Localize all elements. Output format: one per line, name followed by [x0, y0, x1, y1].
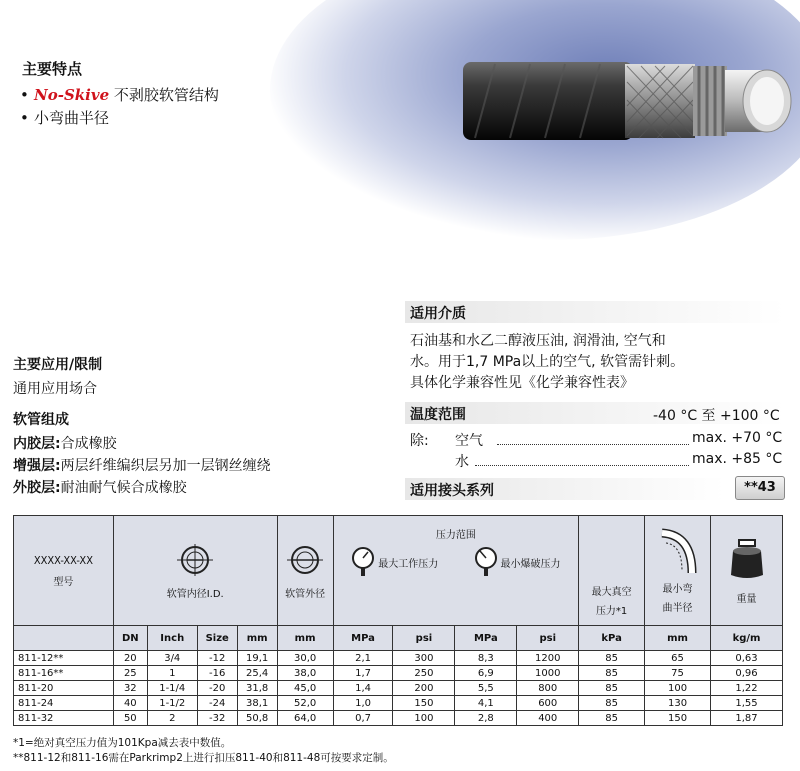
table-row: 811-12** 20 3/4 -12 19,1 30,0 2,1 300 8,3 1200 85 65 0,63: [14, 651, 783, 666]
bend-radius-icon: [658, 527, 698, 577]
media-text: 石油基和水乙二醇液压油, 润滑油, 空气和 水。用于1,7 MPa以上的空气, 软管需针刺。 具体化学兼容性见《化学兼容性表》: [410, 333, 685, 391]
fittings-title: 适用接头系列: [410, 483, 494, 499]
inner-diameter-icon: [175, 542, 215, 578]
table-header-row: XXXX-XX-XX 型号 软管内径I.D. 软管外径 压力范围 最大工作压力 最小爆破压力 最大真空 压力*1 最小弯 曲半径 重量: [14, 516, 783, 626]
brand-noskive: No-Skive: [34, 86, 110, 104]
table-row: 811-24 40 1-1/2 -24 38,1 52,0 1,0 150 4,1 600 85 130 1,55: [14, 696, 783, 711]
inner-diameter-header: 软管内径I.D.: [166, 588, 224, 600]
air-dot-leader: [497, 444, 689, 445]
water-dot-leader: [475, 465, 689, 466]
fitting-series-badge: **43: [735, 476, 785, 500]
air-value: max. +70 °C: [692, 430, 783, 446]
feature-item: • 小弯曲半径: [20, 109, 110, 127]
reinforcement-layer: 增强层:两层纤维编织层另加一层钢丝缠绕: [13, 458, 271, 474]
application-text: 通用应用场合: [13, 381, 97, 397]
max-working-pressure-header: 最大工作压力: [351, 547, 438, 577]
min-bend-radius-header: 最小弯: [662, 584, 693, 595]
features-title: 主要特点: [22, 60, 83, 78]
table-row: 811-20 32 1-1/4 -20 31,8 45,0 1,4 200 5,5 800 85 100 1,22: [14, 681, 783, 696]
temperature-range: -40 °C 至 +100 °C: [653, 408, 780, 424]
weight-icon: [727, 537, 767, 581]
weight-header: 重量: [736, 593, 757, 605]
water-label: 水: [455, 454, 469, 470]
outer-diameter-header: 软管外径: [285, 588, 326, 600]
burst-gauge-icon: [474, 547, 498, 577]
air-label: 空气: [455, 433, 483, 449]
footnotes: [13, 736, 394, 766]
construction-title: 软管组成: [13, 412, 69, 428]
code-pattern: XXXX-XX-XX: [33, 553, 93, 567]
footnote-crimp: **811-12和811-16需在Parkrimp2上进行扣压811-40和811-48可按要求定制。: [13, 752, 394, 764]
table-row: 811-32 50 2 -32 50,8 64,0 0,7 100 2,8 400 85 150 1,87: [14, 711, 783, 726]
feature-item: • No-Skive 不剥胶软管结构: [20, 86, 219, 104]
table-units-row: DN Inch Size mm mm MPa psi MPa psi kPa mm kg/m: [14, 626, 783, 651]
table-row: 811-16** 25 1 -16 25,4 38,0 1,7 250 6,9 1000 85 75 0,96: [14, 666, 783, 681]
hose-image: [455, 52, 795, 147]
temperature-title: 温度范围: [410, 407, 466, 423]
spec-table: [13, 515, 783, 726]
pressure-range-header: 压力范围: [435, 530, 476, 541]
max-vacuum-header: 最大真空: [591, 587, 632, 598]
footnote-vacuum: *1=绝对真空压力值为101Kpa减去表中数值。: [13, 737, 232, 749]
application-title: 主要应用/限制: [13, 357, 103, 373]
outer-layer: 外胶层:耐油耐气候合成橡胶: [13, 480, 187, 496]
pressure-gauge-icon: [351, 547, 375, 577]
outer-diameter-icon: [285, 542, 325, 578]
temperature-except: 除:: [410, 433, 429, 449]
inner-layer: 内胶层:合成橡胶: [13, 436, 117, 452]
water-value: max. +85 °C: [692, 451, 783, 467]
media-title: 适用介质: [410, 306, 466, 322]
min-burst-pressure-header: 最小爆破压力: [474, 547, 561, 577]
model-header: 型号: [53, 576, 74, 588]
